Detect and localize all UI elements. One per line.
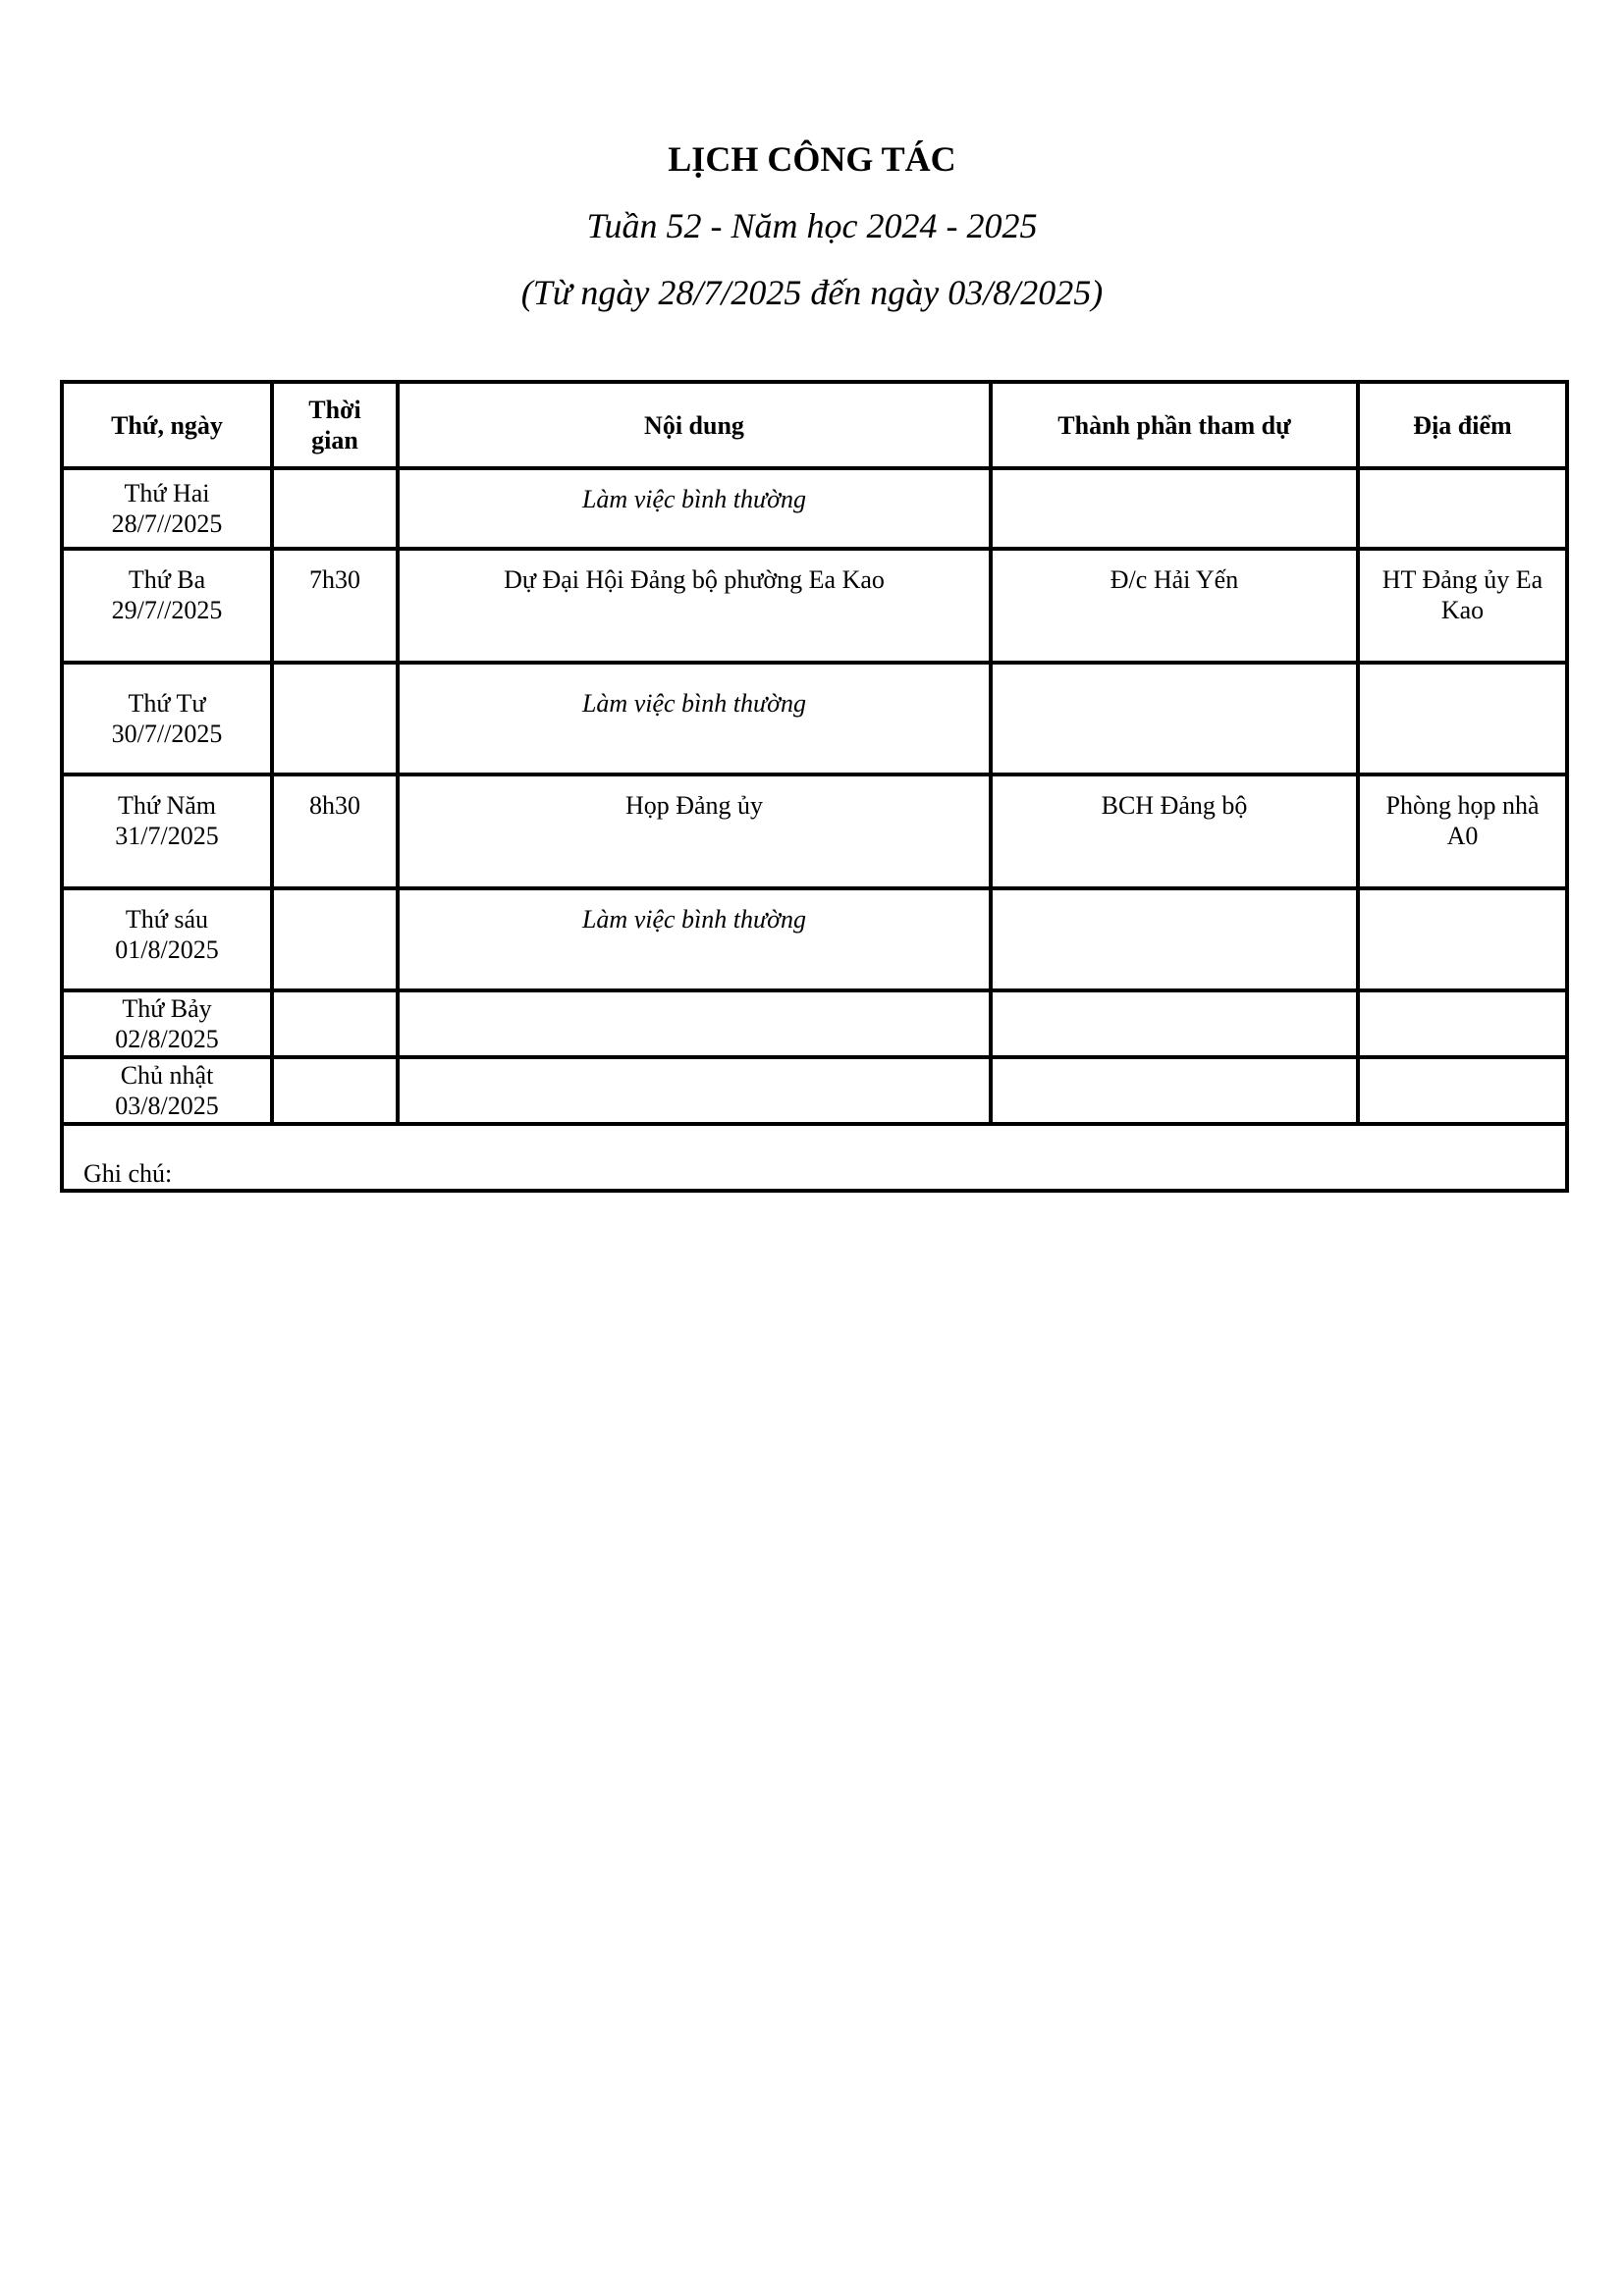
- day-name: Thứ Bảy: [122, 994, 212, 1023]
- participants-cell: [991, 1057, 1358, 1124]
- content-cell: [398, 990, 991, 1057]
- location-cell: [1358, 468, 1567, 549]
- day-name: Thứ sáu: [125, 905, 209, 934]
- table-row: [62, 1057, 1567, 1124]
- day-name: Thứ Hai: [124, 479, 210, 507]
- day-cell: [62, 663, 272, 774]
- content-cell: [398, 1057, 991, 1124]
- column-header-time-line-2: gian: [311, 426, 358, 454]
- time-cell: [272, 1057, 398, 1124]
- day-cell: [62, 990, 272, 1057]
- column-header-participants: Thành phần tham dự: [991, 382, 1358, 468]
- day-cell: [62, 888, 272, 990]
- content-cell: Họp Đảng ủy: [398, 774, 991, 888]
- column-header-day: Thứ, ngày: [62, 382, 272, 468]
- location-cell: [1358, 1057, 1567, 1124]
- date-range: (Từ ngày 28/7/2025 đến ngày 03/8/2025): [520, 273, 1104, 312]
- participants-cell: [991, 468, 1358, 549]
- table-header-row: [62, 382, 1567, 468]
- time-cell: [272, 990, 398, 1057]
- day-name: Chủ nhật: [120, 1061, 214, 1090]
- schedule-table: [60, 380, 1569, 1193]
- day-date: 03/8/2025: [115, 1092, 219, 1120]
- document-header: [0, 135, 1624, 316]
- location-cell: [1358, 888, 1567, 990]
- content-cell: Làm việc bình thường: [398, 663, 991, 774]
- day-date: 29/7//2025: [111, 596, 223, 624]
- content-cell: Làm việc bình thường: [398, 888, 991, 990]
- participants-cell: [991, 663, 1358, 774]
- time-cell: 8h30: [272, 774, 398, 888]
- day-name: Thứ Ba: [128, 565, 206, 594]
- table-row: [62, 549, 1567, 663]
- time-cell: 7h30: [272, 549, 398, 663]
- time-cell: [272, 888, 398, 990]
- table-row: [62, 774, 1567, 888]
- day-date: 01/8/2025: [115, 935, 219, 964]
- day-name: Thứ Tư: [128, 689, 206, 718]
- week-subtitle: Tuần 52 - Năm học 2024 - 2025: [586, 206, 1038, 245]
- table-row: [62, 990, 1567, 1057]
- content-cell: Dự Đại Hội Đảng bộ phường Ea Kao: [398, 549, 991, 663]
- notes-row: [62, 1124, 1567, 1191]
- table-row: [62, 468, 1567, 549]
- location-cell: [1358, 549, 1567, 663]
- day-date: 30/7//2025: [111, 720, 223, 748]
- column-header-location: Địa điểm: [1358, 382, 1567, 468]
- day-name: Thứ Năm: [117, 791, 216, 820]
- location-cell: [1358, 663, 1567, 774]
- time-cell: [272, 663, 398, 774]
- location-cell: [1358, 990, 1567, 1057]
- day-cell: [62, 468, 272, 549]
- location-line-2: Kao: [1440, 596, 1485, 624]
- day-cell: [62, 549, 272, 663]
- day-cell: [62, 1057, 272, 1124]
- location-line-1: Phòng họp nhà: [1385, 791, 1540, 820]
- participants-cell: Đ/c Hải Yến: [991, 549, 1358, 663]
- day-date: 31/7/2025: [115, 822, 219, 850]
- participants-cell: [991, 888, 1358, 990]
- column-header-time: [272, 382, 398, 468]
- participants-cell: BCH Đảng bộ: [991, 774, 1358, 888]
- location-line-2: A0: [1446, 822, 1479, 850]
- table-row: [62, 663, 1567, 774]
- location-line-1: HT Đảng ủy Ea: [1381, 565, 1543, 594]
- location-cell: [1358, 774, 1567, 888]
- page-title: LỊCH CÔNG TÁC: [668, 139, 956, 179]
- day-date: 28/7//2025: [111, 509, 223, 538]
- column-header-time-line-1: Thời: [308, 396, 361, 424]
- time-cell: [272, 468, 398, 549]
- table-row: [62, 888, 1567, 990]
- participants-cell: [991, 990, 1358, 1057]
- content-cell: Làm việc bình thường: [398, 468, 991, 549]
- column-header-content: Nội dung: [398, 382, 991, 468]
- notes-label: Ghi chú:: [83, 1159, 173, 1188]
- notes-cell: [62, 1124, 1567, 1191]
- day-cell: [62, 774, 272, 888]
- day-date: 02/8/2025: [115, 1025, 219, 1053]
